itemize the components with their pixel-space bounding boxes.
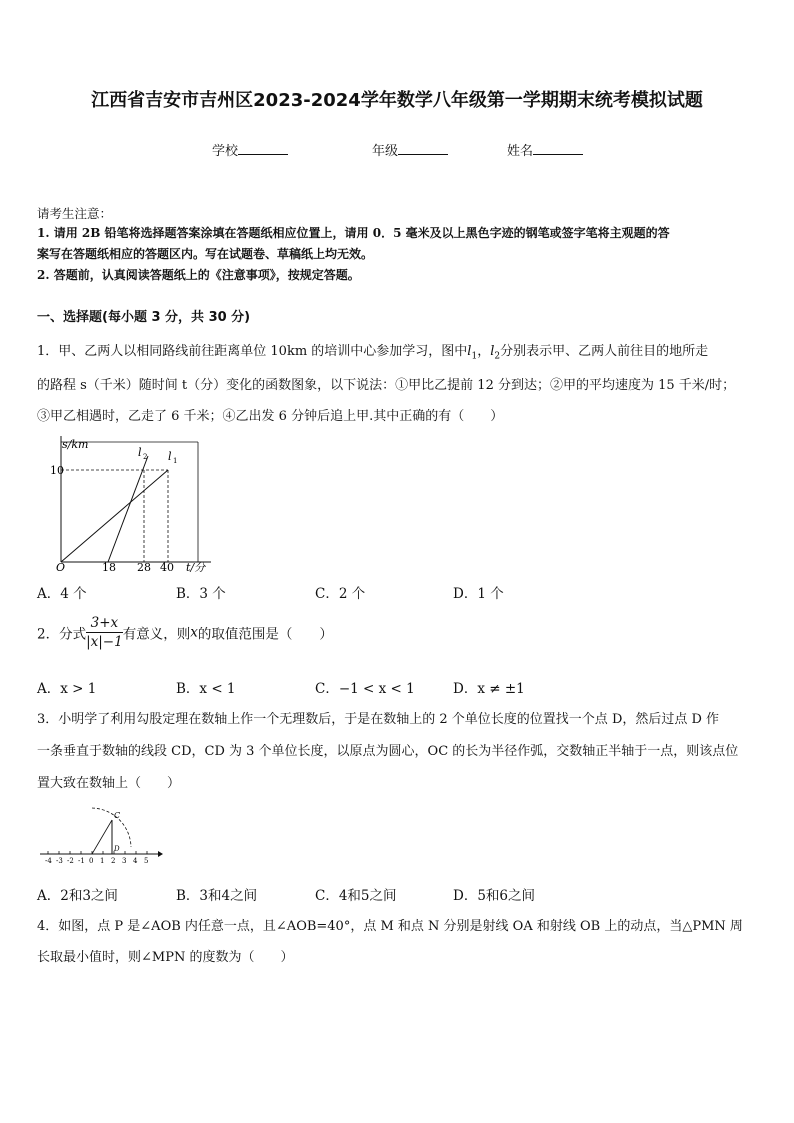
q1-l1: l [467, 344, 472, 359]
notice-line-1a: 1. 请用 2B 铅笔将选择题答案涂填在答题纸相应位置上，请用 0．5 毫米及以上黑色字迹的钢笔或签字笔将主观题的答 [37, 226, 670, 240]
school-label: 学校 [212, 144, 239, 159]
q1-option-c: C．2 个 [315, 586, 366, 602]
x-tick-28: 28 [137, 561, 151, 572]
q3-option-b: B．3和4之间 [176, 888, 258, 904]
name-field [507, 140, 583, 159]
label-c: C [114, 811, 121, 820]
q2-suffix-b: 的取值范围是（ ） [197, 626, 333, 643]
l2-label: l [138, 446, 142, 459]
q1-sep: ， [477, 344, 491, 359]
label-d: D [114, 845, 120, 853]
l1-label: l [168, 450, 172, 463]
q3-option-a: A．2和3之间 [37, 888, 118, 904]
q4-line-1: 4．如图，点 P 是∠AOB 内任意一点，且∠AOB=40°，点 M 和点 N 分别是射线 OA 和射线 OB 上的动点，当△PMN 周 [37, 919, 743, 934]
number-line-tick-label: 5 [144, 857, 149, 865]
notice-line-2: 2. 答题前，认真阅读答题纸上的《注意事项》，按规定答题。 [37, 268, 360, 282]
q2-option-b: B．x < 1 [176, 681, 236, 697]
number-line-tick-label: 0 [89, 857, 94, 865]
l2-label-sub: 2 [143, 453, 148, 461]
q1-l2: l [490, 344, 495, 359]
name-blank [533, 142, 583, 155]
grade-blank [398, 142, 448, 155]
number-line-tick-label: 4 [133, 857, 138, 865]
notice-line-1b: 案写在答题纸相应的答题区内。写在试题卷、草稿纸上均无效。 [37, 247, 374, 261]
q3-option-d: D．5和6之间 [453, 888, 536, 904]
q1-text-b: 分别表示甲、乙两人前往目的地所走 [500, 344, 709, 359]
q1-line-2: 的路程 s（千米）随时间 t（分）变化的函数图象，以下说法：①甲比乙提前 12 分到达；②甲的平均速度为 15 千米/时； [37, 378, 736, 393]
y-axis-label: s/km [62, 438, 89, 451]
q2-suffix-a: 有意义，则 [122, 626, 191, 643]
notice-heading: 请考生注意： [37, 206, 113, 221]
q1-option-b: B．3 个 [176, 586, 226, 602]
tick-group [45, 851, 148, 865]
q1-line-1 [37, 340, 708, 362]
q1-option-a: A．4 个 [37, 586, 87, 602]
q2-option-a: A．x > 1 [37, 681, 97, 697]
q2-line [37, 614, 333, 651]
q2-numerator: 3+x [86, 614, 123, 633]
q1-option-d: D．1 个 [453, 586, 504, 602]
q1-line-3: ③甲乙相遇时，乙走了 6 千米；④乙出发 6 分钟后追上甲.其中正确的有（ ） [37, 409, 504, 424]
number-line-tick-label: -3 [56, 857, 63, 865]
grade-label: 年级 [372, 144, 399, 159]
number-line-tick-label: -4 [45, 857, 52, 865]
number-line-tick-label: -1 [78, 857, 85, 865]
school-blank [238, 142, 288, 155]
q1-text-a: 1．甲、乙两人以相同路线前往距离单位 10km 的培训中心参加学习，图中 [37, 344, 468, 359]
q2-denominator: |x|−1 [86, 634, 123, 650]
school-field [212, 140, 288, 159]
section-heading: 一、选择题(每小题 3 分，共 30 分) [37, 310, 251, 325]
x-tick-18: 18 [102, 561, 116, 572]
q2-fraction [86, 614, 123, 651]
q3-line-1: 3．小明学了利用勾股定理在数轴上作一个无理数后，于是在数轴上的 2 个单位长度的位置找一个点 D，然后过点 D 作 [37, 712, 720, 727]
q3-option-c: C．4和5之间 [315, 888, 397, 904]
number-line-tick-label: -2 [67, 857, 74, 865]
number-line-tick-label: 1 [100, 857, 105, 865]
origin-label: O [56, 561, 66, 572]
q2-var: x [190, 624, 198, 641]
line-l2 [108, 456, 148, 562]
number-line-tick-label: 3 [122, 857, 127, 865]
q3-line-2: 一条垂直于数轴的线段 CD，CD 为 3 个单位长度，以原点为圆心，OC 的长为半径作弧，交数轴正半轴于一点，则该点位 [37, 744, 739, 759]
q2-option-c: C．−1 < x < 1 [315, 681, 415, 697]
q2-option-d: D．x ≠ ±1 [453, 681, 525, 697]
line-l1 [61, 470, 168, 562]
q3-number-line-figure [36, 802, 166, 866]
q1-l2-sub: 2 [494, 351, 501, 362]
q1-graph [36, 432, 216, 572]
x-axis-label: t/分 [186, 561, 206, 572]
l1-label-sub: 1 [173, 457, 178, 465]
number-line-tick-label: 2 [111, 857, 116, 865]
grade-field [372, 140, 448, 159]
q3-line-3: 置大致在数轴上（ ） [37, 776, 181, 791]
number-line-arrow [158, 851, 163, 857]
x-tick-40: 40 [160, 561, 174, 572]
page-title: 江西省吉安市吉州区2023-2024学年数学八年级第一学期期末统考模拟试题 [91, 90, 703, 111]
name-label: 姓名 [507, 144, 534, 159]
q2-prefix: 2．分式 [37, 626, 87, 643]
q4-line-2: 长取最小值时，则∠MPN 的度数为（ ） [37, 950, 294, 965]
q1-l1-sub: 1 [471, 351, 478, 362]
segment-oc [92, 820, 112, 854]
y-tick-10: 10 [50, 464, 64, 477]
